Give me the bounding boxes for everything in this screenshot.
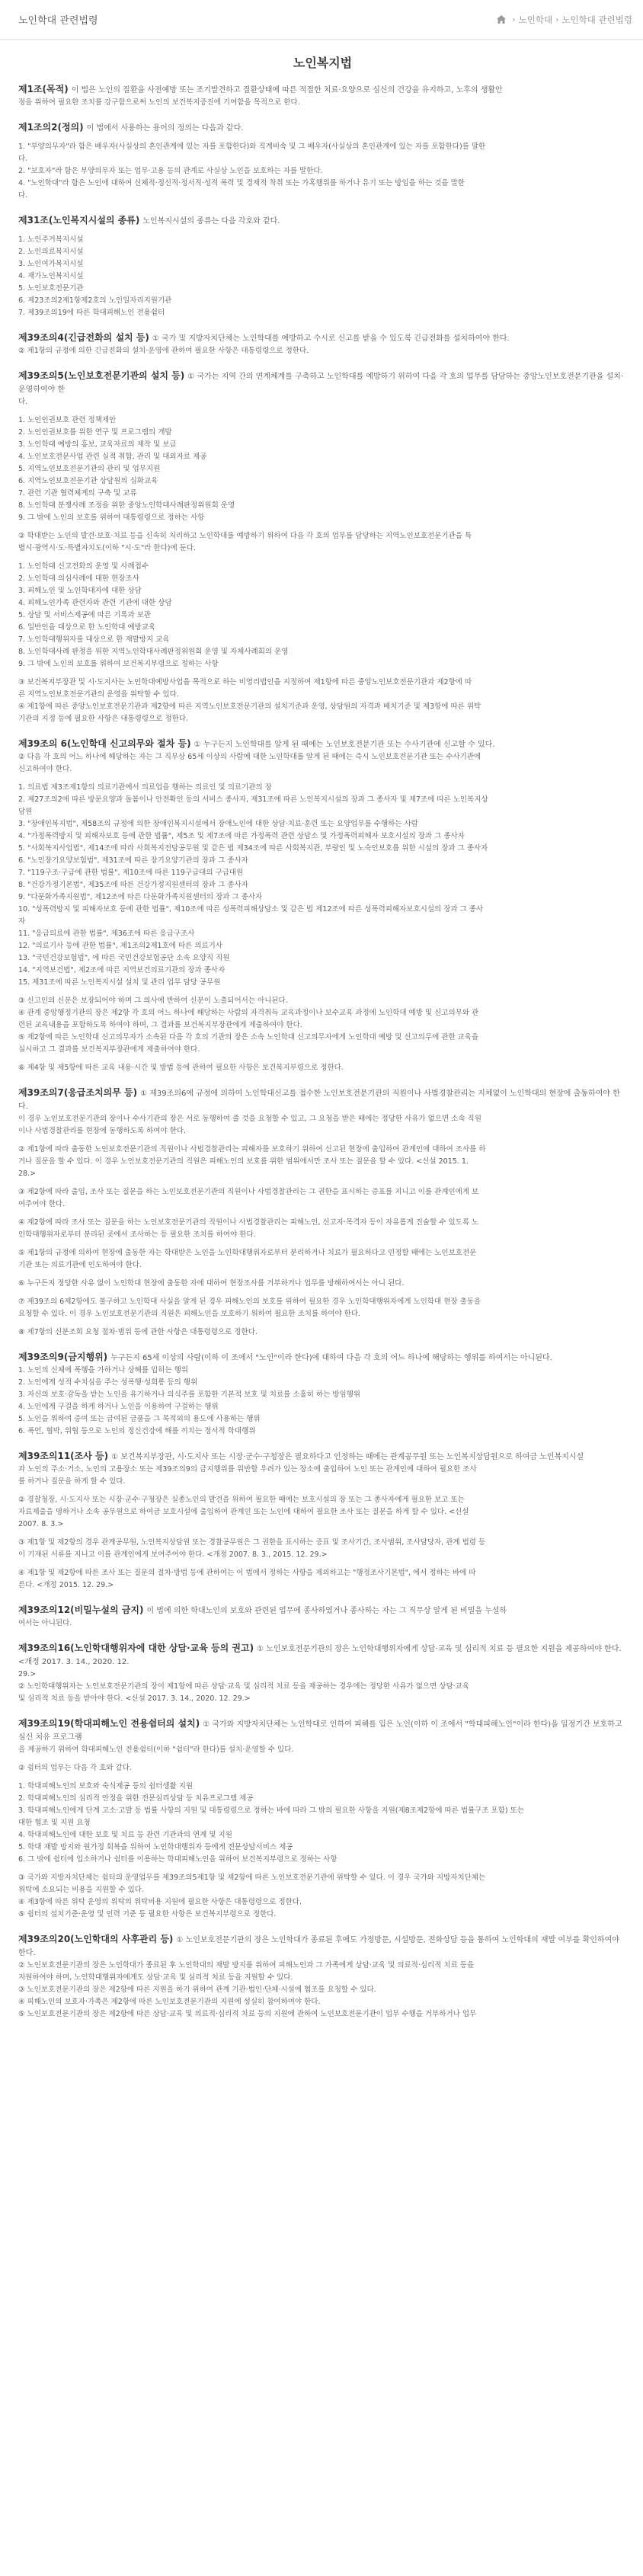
article-line: 3. 자신의 보호·감독을 받는 노인을 유기하거나 의식주를 포함한 기본적 보호 및 치료를 소홀히 하는 방임행위 (18, 1390, 360, 1399)
article-line: 4. "노인학대"라 함은 노인에 대하여 신체적·정신적·정서적·성적 폭력 및 경제적 착취 또는 가혹행위를 하거나 유기 또는 방임을 하는 것을 말한 (18, 179, 465, 187)
article-line: 과 노인의 주소·거소, 노인의 고용장소 또는 제39조의9의 금지행위를 위반할 우려가 있는 장소에 출입하여 노인 또는 관계인에 대하여 필요한 조사 (18, 1465, 477, 1474)
article-line: 2. 노인학대 의심사례에 대한 현장조사 (18, 574, 139, 583)
page-header (0, 0, 643, 40)
article-line: 14. "지역보건법", 제2조에 따른 지역보건의료기관의 장과 종사자 (18, 966, 226, 974)
spacer (18, 1056, 627, 1062)
article-line: ⑥ 누구든지 정당한 사유 없이 노인학대 현장에 출동한 자에 대하여 현장조사를 거부하거나 업무를 방해하여서는 아니 된다. (18, 1279, 405, 1288)
chevron-right-icon: › (555, 14, 559, 24)
article-line: 6. 그 밖에 쉼터에 입소하거나 쉼터를 이용하는 학대피해노인을 위하여 보건복지부령으로 정하는 사항 (18, 1855, 337, 1864)
breadcrumb-item-current: 노인학대 관련법령 (561, 14, 632, 25)
article-heading: 제39조의20(노인학대의 사후관리 등) (18, 1934, 174, 1944)
article-line: 다. (18, 155, 28, 163)
spacer (18, 1211, 627, 1217)
article-line: 위탁에 소요되는 비용을 지원할 수 있다. (18, 1886, 144, 1894)
article-line: ④ 관계 중앙행정기관의 장은 제2항 각 호의 어느 하나에 해당하는 사람의 자격취득 교육과정이나 보수교육 과정에 노인학대 예방 및 신고의무와 관 (18, 1009, 479, 1017)
chevron-right-icon: › (512, 14, 516, 24)
article-heading: 제39조의 6(노인학대 신고의무와 절차 등) (18, 738, 191, 749)
article-line: 3. 노인여가복지시설 (18, 260, 84, 268)
breadcrumb-item[interactable]: 노인학대 (518, 14, 553, 25)
article-line: 1. "부양의무자"라 함은 배우자(사실상의 혼인관계에 있는 자를 포함한다)와 직계비속 및 그 배우자(사실상의 혼인관계에 있는 자를 포함한다)를 말한 (18, 142, 486, 151)
article-line: 4. 피해노인가족 관련자와 관련 기관에 대한 상담 (18, 599, 172, 607)
spacer (18, 1320, 627, 1326)
article-line: ③ 보건복지부장관 및 시·도지사는 노인학대예방사업을 목적으로 하는 비영리법인을 지정하여 제1항에 따른 중앙노인보호전문기관과 제2항에 따 (18, 678, 472, 686)
article-line: 이 경우 노인보호전문기관의 장이나 수사기관의 장은 서로 동행하여 줄 것을 요청할 수 있고, 그 요청을 받은 때에는 정당한 사유가 없으면 소속 직원 (18, 1115, 481, 1123)
article-line: 5. 노인을 위하여 증여 또는 급여된 금품을 그 목적외의 용도에 사용하는 행위 (18, 1415, 261, 1423)
article-first-line (18, 1717, 627, 1744)
article-line: 28.> (18, 1170, 37, 1178)
article-line: 른 지역노인보호전문기관의 운영을 위탁할 수 있다. (18, 690, 179, 699)
article (18, 1604, 627, 1630)
article-text: ① 제39조의6에 규정에 의하여 노인학대신고를 접수한 노인보호전문기관의 직원이나 사법경찰관리는 지체없이 노인학대의 현장에 출동하여야 한다. (18, 1090, 620, 1111)
article-text: 이 법에 의한 학대노인의 보호와 관련된 업무에 종사하였거나 종사하는 자는 그 직무상 알게 된 비밀을 누설하 (146, 1607, 507, 1615)
article-line: ④ 제2항에 따라 조사 또는 질문을 하는 노인보호전문기관의 직원이나 사법경찰관리는 피해노인, 신고자·목격자 등이 자유롭게 진술할 수 있도록 노 (18, 1218, 479, 1227)
spacer (18, 1241, 627, 1247)
article-line: 및 심리적 치료 등을 받아야 한다. <신설 2017. 3. 14., 2020. 12. 29.> (18, 1694, 251, 1703)
article-list (18, 83, 627, 2021)
article-first-line (18, 331, 627, 345)
article-line: 7. 관련 기관 협력체계의 구축 및 교류 (18, 489, 137, 498)
article-first-line (18, 1351, 627, 1365)
article-line: ② 노인보호전문기관의 장은 노인학대가 종료된 후 노인학대의 재발 방지를 위하여 피해노인과 그 가족에게 상담·교육 및 의료적·심리적 치료 등을 (18, 1961, 475, 1970)
article-line: 6. 폭언, 협박, 위협 등으로 노인의 정신건강에 해를 끼치는 정서적 학대행위 (18, 1427, 256, 1435)
article (18, 738, 627, 1074)
article-line: 자 (18, 917, 26, 926)
article-line: ⑦ 제39조의 6제2항에도 불구하고 노인학대 사실을 알게 된 경우 피해노인의 보호를 위하여 필요한 경우 노인학대행위자에게 노인학대 현장 출동을 (18, 1298, 481, 1306)
spacer (18, 1272, 627, 1278)
article-line: 12. "의료기사 등에 관한 법률", 제1조의2제1호에 따른 의료기사 (18, 942, 223, 950)
spacer (18, 408, 627, 414)
article-line: 5. "사회복지사업법", 제14조에 따라 사회복지전담공무원 및 같은 법 제34조에 따른 사회복지관, 부랑인 및 노숙인보호를 위한 시설의 장과 그 종사자 (18, 844, 488, 853)
spacer (18, 228, 627, 234)
article-line: ⑤ 제2항에 따른 노인학대 신고의무자가 소속된 다음 각 호의 기관의 장은 소속 노인학대 신고의무자에게 노인학대 예방 및 신고의무에 관한 교육을 (18, 1033, 479, 1042)
article (18, 1086, 627, 1339)
article-line: 6. "노인장기요양보험법", 제31조에 따른 장기요양기관의 장과 그 종사자 (18, 856, 248, 865)
article-line: 15. 제31조에 따른 노인복지시설 설치 및 관리 업무 담당 공무원 (18, 978, 221, 987)
article-line: ② 다음 각 호의 어느 하나에 해당하는 자는 그 직무상 65세 이상의 사람에 대한 노인학대를 알게 된 때에는 즉시 노인보호전문기관 또는 수사기관에 (18, 753, 481, 761)
article-line: ④ 제3항에 따른 위탁 운영의 위탁의 위탁비용 지원에 필요한 사항은 대통령령으로 정한다. (18, 1898, 302, 1906)
article-line: 자료제출을 명하거나 소속 공무원으로 하여금 보호시설에 출입하여 관계인 또는 노인에 대하여 필요한 조사 또는 질문을 하게 할 수 있다. <신설 (18, 1508, 469, 1516)
spacer (18, 1866, 627, 1872)
article-line: 1. 의료법 제3조제1항의 의료기관에서 의료업을 행하는 의료인 및 의료기관의 장 (18, 783, 272, 792)
article-line: 1. 노인주거복지시설 (18, 235, 84, 244)
spacer (18, 1561, 627, 1567)
article-line: 5. 상담 및 서비스제공에 따른 기록과 보관 (18, 611, 152, 619)
article-text: 노인복지시설의 종류는 다음 각호와 같다. (142, 217, 280, 226)
article-line: ② 제1항에 따라 출동한 노인보호전문기관의 직원이나 사법경찰관리는 피해자를 보호하기 위하여 신고된 현장에 출입하여 관계인에 대하여 조사를 하 (18, 1145, 486, 1154)
article-line: ⑤ 제1항의 규정에 의하여 현장에 출동한 자는 학대받은 노인을 노인학대행위자로부터 분리하거나 치료가 필요하다고 인정할 때에는 노인보호전문 (18, 1249, 477, 1257)
article-line: 2. 제27조의2에 따른 방문요양과 돌봄이나 안전확인 등의 서비스 종사자, 제31조에 따른 노인복지시설의 장과 그 종사자 및 제7조에 따른 노인복지상 (18, 795, 488, 804)
article-line: 3. 피해노인 및 노인학대자에 대한 상담 (18, 587, 142, 595)
article-line: 2. 노인에게 성적 수치심을 주는 성폭행·성희롱 등의 행위 (18, 1378, 198, 1387)
article-line: 4. 재가노인복지시설 (18, 272, 84, 280)
article-line: 11. "응급의료에 관한 법률", 제36조에 따른 응급구조사 (18, 930, 195, 938)
article-line: 다. (18, 398, 28, 406)
article-line: 별시·광역시·도·특별자치도(이하 "시·도"라 한다)에 둔다. (18, 544, 197, 552)
article-line: 을 제공하기 위하여 학대피해노인 전용쉼터(이하 "쉼터"라 한다)를 설치·운영할 수 있다. (18, 1746, 294, 1754)
article-line: 3. 노인학대 예방의 홍보, 교육자료의 제작 및 보급 (18, 440, 177, 449)
article-line: ④ 피해노인의 보호자·가족은 제2항에 따른 노인보호전문기관의 지원에 성실히 참여하여야 한다. (18, 1998, 321, 2006)
article-line: 8. 노인학대 분쟁사례 조정을 위한 중앙노인학대사례판정위원회 운영 (18, 501, 235, 510)
article (18, 1717, 627, 1921)
article-line: 29.> (18, 1670, 37, 1678)
article-line: ⑥ 제4항 및 제5항에 따른 교육 내용·시간 및 방법 등에 관하여 필요한 사항은 보건복지부령으로 정한다. (18, 1064, 344, 1072)
spacer (18, 1180, 627, 1186)
article-text: ① 노인보호전문기관의 장은 노인학대행위자에게 상담·교육 및 심리적 치료 등 필요한 지원을 제공하여야 한다. <개정 2017. 3. 14., 2020. 12. (18, 1645, 622, 1666)
article-first-line (18, 121, 627, 135)
article-line: 정을 위하여 필요한 조치를 강구함으로써 노인의 보건복지증진에 기여함을 목적으로 한다. (18, 98, 300, 107)
article-line: 지원하여야 하며, 노인학대행위자에게도 상담·교육 및 심리적 치료 등을 지원할 수 있다. (18, 1973, 293, 1982)
article-line: 실시하고 그 결과를 보건복지부장관에게 제출하여야 한다. (18, 1045, 200, 1054)
article-line: 4. 노인에게 구걸을 하게 하거나 노인을 이용하여 구걸하는 행위 (18, 1403, 219, 1411)
article-text: ① 국가 및 지방자치단체는 노인학대를 예방하고 수시로 신고를 받을 수 있도록 긴급전화를 설치하여야 한다. (152, 334, 510, 343)
article-line: 9. 그 밖에 노인의 보호를 위하여 보건복지부령으로 정하는 사항 (18, 660, 219, 668)
article (18, 1933, 627, 2021)
article-line: 신고하여야 한다. (18, 765, 72, 773)
law-document (0, 53, 643, 2021)
article-text: 이 법은 노인의 질환을 사전예방 또는 조기발견하고 질환상태에 따른 적절한 치료·요양으로 심신의 건강을 유지하고, 노후의 생활안 (71, 86, 503, 94)
article-heading: 제39조의4(긴급전화의 설치 등) (18, 332, 149, 343)
article-line: 기관 또는 의료기관에 인도하여야 한다. (18, 1261, 142, 1269)
article-heading: 제31조(노인복지시설의 종류) (18, 215, 140, 226)
article-line: 2. 노인의료복지시설 (18, 248, 84, 256)
article-text: ① 국가와 지방자치단체는 노인학대로 인하여 피해를 입은 노인(이하 이 조에서 "학대피해노인"이라 한다)을 일정기간 보호하고 심신 치유 프로그램 (18, 1720, 622, 1742)
article-line: 2. 학대피해노인의 심리적 안정을 위한 전문심리상담 등 치유프로그램 제공 (18, 1794, 254, 1803)
article-first-line (18, 1933, 627, 1960)
article (18, 121, 627, 202)
spacer (18, 555, 627, 561)
article-line: 이나 사법경찰관리를 현장에 동행하도록 하여야 한다. (18, 1127, 187, 1135)
article-line: ② 쉼터의 업무는 다음 각 호와 같다. (18, 1764, 132, 1772)
article-line: ③ 노인보호전문기관의 장은 제2항에 따른 지원을 하기 위하여 관계 기관·법인·단체·시설에 협조를 요청할 수 있다. (18, 1986, 376, 1994)
article-heading: 제39조의7(응급조치의무 등) (18, 1087, 138, 1098)
spacer (18, 1756, 627, 1762)
article-line: ④ 제1항 및 제2항에 따른 조사 또는 질문의 절차·방법 등에 관하여는 이 법에서 정하는 사항을 제외하고는 "행정조사기본법", 에서 정하는 바에 따 (18, 1569, 476, 1577)
article-heading: 제39조의19(학대피해노인 전용쉼터의 설치) (18, 1718, 200, 1729)
article-line: 거나 질문을 할 수 있다. 이 경우 노인보호전문기관의 직원은 피해노인의 보호를 위한 범위에서만 조사 또는 질문을 할 수 있다. <신설 2015. 1. (18, 1157, 469, 1166)
article-line: 담원 (18, 808, 33, 816)
article-line: 9. "다문화가족지원법", 제12조에 따른 다문화가족지원센터의 장과 그 종사자 (18, 893, 263, 901)
article-text: 이 법에서 사용하는 용어의 정의는 다음과 같다. (86, 124, 244, 133)
article-first-line (18, 370, 627, 396)
article (18, 214, 627, 319)
article-line: 요청할 수 있다. 이 경우 노인보호전문기관의 직원은 피해노인을 보호하기 위하여 필요한 조치를 하여야 한다. (18, 1310, 361, 1318)
article (18, 370, 627, 725)
article-heading: 제39조의5(노인보호전문기관의 설치 등) (18, 370, 185, 381)
article-line: 련된 교육내용을 포함하도록 하여야 하며, 그 결과를 보건복지부장관에게 제출하여야 한다. (18, 1021, 302, 1029)
article-line: 4. 노인보호전문사업 관련 실적 취합, 관리 및 대외자료 제공 (18, 453, 207, 461)
article-line: ② 제1항의 규정에 의한 긴급전화의 설치·운영에 관하여 필요한 사항은 대통령령으로 정한다. (18, 347, 309, 355)
home-icon[interactable] (497, 15, 506, 24)
law-title: 노인복지법 (293, 56, 353, 70)
spacer (18, 1138, 627, 1144)
article-line: 6. 제23조의2제1항제2호의 노인일자리지원기관 (18, 296, 172, 305)
spacer (18, 1290, 627, 1296)
spacer (18, 989, 627, 995)
article-line: 8. 노인학대사례 판정을 위한 지역노인학대사례판정위원회 운영 및 자체사례회의 운영 (18, 648, 289, 656)
article-line: ③ 제2항에 따라 출입, 조사 또는 질문을 하는 노인보호전문기관의 직원이나 사법경찰관리는 그 권한을 표시하는 증표를 지니고 이를 관계인에게 보 (18, 1188, 479, 1196)
article-line: 1. 노인학대 신고전화의 운영 및 사례접수 (18, 562, 149, 571)
article-line: 4. 학대피해노인에 대한 보호 및 치료 등 관련 기관과의 연계 및 지원 (18, 1831, 232, 1839)
article-line: 다. (18, 191, 28, 200)
article-line: 4. "가정폭력방지 및 피해자보호 등에 관한 법률", 제5조 및 제7조에 따른 가정폭력 관련 상담소 및 가정폭력피해자 보호시설의 장과 그 종사자 (18, 832, 465, 840)
article-line: ③ 국가와 지방자치단체는 쉼터의 운영업무를 제39조의5제1항 및 제2항에 따른 노인보호전문기관에 위탁할 수 있다. 이 경우 국가와 지방자치단체는 (18, 1874, 486, 1882)
article-line: ⑤ 쉼터의 설치기준·운영 및 인력 기준 등 필요한 사항은 보건복지부령으로 정한다. (18, 1910, 277, 1918)
article-first-line (18, 1604, 627, 1618)
article-line: ② 경찰청장, 시·도지사 또는 시장·군수·구청장은 실종노인의 발견을 위하여 필요한 때에는 보호시설의 장 또는 그 종사자에게 필요한 보고 또는 (18, 1496, 465, 1504)
spacer (18, 1774, 627, 1781)
article-line: ② 노인학대행위자는 노인보호전문기관의 장이 제1항에 따른 상담·교육 및 심리적 치료 등을 제공하는 경우에는 정당한 사유가 없으면 상담·교육 (18, 1682, 470, 1691)
spacer (18, 524, 627, 530)
spacer (18, 1488, 627, 1494)
article-first-line (18, 214, 627, 228)
article-line: 3. "장애인복지법", 제58조의 규정에 의한 장애인복지시설에서 장애노인에 대한 상담·치료·훈련 또는 요양업무를 수행하는 사람 (18, 820, 418, 828)
article-line: 7. 제39조의19에 따른 학대피해노인 전용쉼터 (18, 309, 165, 317)
article-line: 대한 협조 및 지원 요청 (18, 1819, 91, 1827)
article-first-line (18, 1450, 627, 1464)
article (18, 1450, 627, 1592)
article-line: 6. 일반인을 대상으로 한 노인학대 예방교육 (18, 623, 156, 632)
article-line: ② 학대받는 노인의 발견·보호·치료 등을 신속히 처리하고 노인학대를 예방하기 위하여 다음 각 호의 업무를 담당하는 지역노인보호전문기관을 특 (18, 532, 472, 540)
spacer (18, 670, 627, 677)
article-line: 6. 지역노인보호전문기관 상담원의 심화교육 (18, 477, 158, 485)
article-line: 를 하거나 질문을 하게 할 수 있다. (18, 1477, 126, 1486)
article-first-line (18, 83, 627, 97)
article-line: 인학대행위자로부터 분리된 곳에서 조사하는 등 필요한 조치를 하여야 한다. (18, 1230, 256, 1239)
article (18, 1351, 627, 1438)
article-first-line (18, 738, 627, 751)
article-line: 5. 학대 재발 방지와 원가정 회복을 위하여 노인학대행위자 등에게 전문상담서비스 제공 (18, 1843, 293, 1851)
article (18, 1642, 627, 1705)
article-line: 1. 노인인권보호 관련 정책제안 (18, 416, 117, 424)
spacer (18, 776, 627, 782)
article-text: 누구든지 65세 이상의 사람(이하 이 조에서 "노인"이라 한다)에 대하여 다음 각 호의 어느 하나에 해당하는 행위를 하여서는 아니된다. (110, 1354, 552, 1362)
page-title: 노인학대 관련법령 (18, 15, 98, 27)
article (18, 331, 627, 357)
article-line: 7. "119구조·구급에 관한 법률", 제10조에 따른 119구급대의 구급대원 (18, 869, 244, 877)
article-heading: 제1조(목적) (18, 84, 69, 94)
article (18, 83, 627, 109)
article-line: 2. 노인인권보호를 위한 연구 및 프로그램의 개발 (18, 428, 172, 437)
article-line: 9. 그 밖에 노인의 보호를 위하여 대통령령으로 정하는 사항 (18, 514, 205, 522)
article-text: ① 노인보호전문기관의 장은 노인학대가 종료된 후에도 가정방문, 시설방문, 전화상담 등을 통하여 노인학대의 재발 여부를 확인하여야 한다. (18, 1936, 619, 1957)
article-line: ⑧ 제7항의 신분조회 요청 절차·범위 등에 관한 사항은 대통령령으로 정한다. (18, 1328, 258, 1336)
article-line: ③ 신고인의 신분은 보장되어야 하며 그 의사에 반하여 신분이 노출되어서는 아니된다. (18, 997, 288, 1005)
spacer (18, 1531, 627, 1537)
article-line: 이 기재된 서류를 지니고 이를 관계인에게 보여주어야 한다. <개정 2007. 8. 3., 2015. 12. 29.> (18, 1550, 328, 1559)
article-line: 8. "건강가정기본법", 제35조에 따른 건강가정지원센터의 장과 그 종사자 (18, 881, 248, 889)
article-line: 2. "보호자"라 함은 부양의무자 또는 업무·고용 등의 관계로 사실상 노인을 보호하는 자를 말한다. (18, 167, 323, 175)
article-first-line (18, 1086, 627, 1113)
article-text: ① 누구든지 노인학대를 알게 된 때에는 노인보호전문기관 또는 수사기관에 신고할 수 있다. (194, 741, 495, 749)
article-line: 7. 노인학대행위자를 대상으로 한 재발방지 교육 (18, 635, 170, 644)
article-line: 2007. 8. 3.> (18, 1520, 64, 1528)
breadcrumb (497, 14, 632, 26)
article-line: 여주어야 한다. (18, 1200, 66, 1208)
article-line: 5. 노인보호전문기관 (18, 284, 84, 293)
article-first-line (18, 1642, 627, 1669)
article-text: ① 보건복지부장관, 시·도지사 또는 시장·군수·구청장은 필요하다고 인정하는 때에는 관계공무원 또는 노인복지상담원으로 하여금 노인복지시설 (111, 1453, 584, 1461)
article-line: 른다. <개정 2015. 12. 29.> (18, 1581, 114, 1589)
article-line: 기관의 지정 등에 필요한 사항은 대통령령으로 정한다. (18, 715, 189, 723)
article-heading: 제1조의2(정의) (18, 122, 84, 133)
article-line: ④ 제1항에 따른 중앙노인보호전문기관과 제2항에 따른 지역노인보호전문기관의 설치기준과 운영, 상담원의 자격과 배치기준 및 제3항에 따른 위탁 (18, 702, 481, 711)
spacer (18, 135, 627, 141)
article-line: 1. 노인의 신체에 폭행을 가하거나 상해를 입히는 행위 (18, 1366, 188, 1374)
article-line: 여서는 아니된다. (18, 1619, 72, 1627)
article-line: 13. "국민건강보험법", 에 따른 국민건강보험공단 소속 요양직 직원 (18, 954, 230, 962)
article-line: ⑤ 노인보호전문기관의 장은 제2항에 따른 상담·교육 및 의료적·심리적 치료 등의 지원에 관하여 노인보호전문기관이 업무 수행을 거부하거나 업무 (18, 2010, 477, 2018)
article-text: ① 국가는 지역 간의 연계체계를 구축하고 노인학대를 예방하기 위하여 다음 각 호의 업무를 담당하는 중앙노인보호전문기관을 설치·운영하여야 한 (18, 373, 624, 394)
article-line: 10. "성폭력방지 및 피해자보호 등에 관한 법률", 제10조에 따른 성폭력피해상담소 및 같은 법 제12조에 따른 성폭력피해자보호시설의 장과 그 종사 (18, 905, 484, 914)
article-heading: 제39조의11(조사 등) (18, 1451, 109, 1461)
article-heading: 제39조의16(노인학대행위자에 대한 상담·교육 등의 권고) (18, 1643, 254, 1653)
article-heading: 제39조의9(금지행위) (18, 1352, 108, 1362)
article-line: 1. 학대피해노인의 보호와 숙식제공 등의 쉼터생활 지원 (18, 1782, 194, 1790)
article-line: 5. 지역노인보호전문기관의 관리 및 업무지원 (18, 465, 161, 473)
article-line: 3. 학대피해노인에게 단계 고소·고발 등 법률 사항의 지원 및 대통령령으로 정하는 바에 따라 그 밖의 필요한 사항을 지원(제8조제2항에 따른 법률구조 포함) 또는 (18, 1806, 524, 1815)
article-heading: 제39조의12(비밀누설의 금지) (18, 1605, 144, 1615)
article-line: ③ 제1항 및 제2항의 경우 관계공무원, 노인복지상담원 또는 경찰공무원은 그 권한을 표시하는 증표 및 조사기간, 조사범위, 조사담당자, 관계 법령 등 (18, 1538, 486, 1547)
